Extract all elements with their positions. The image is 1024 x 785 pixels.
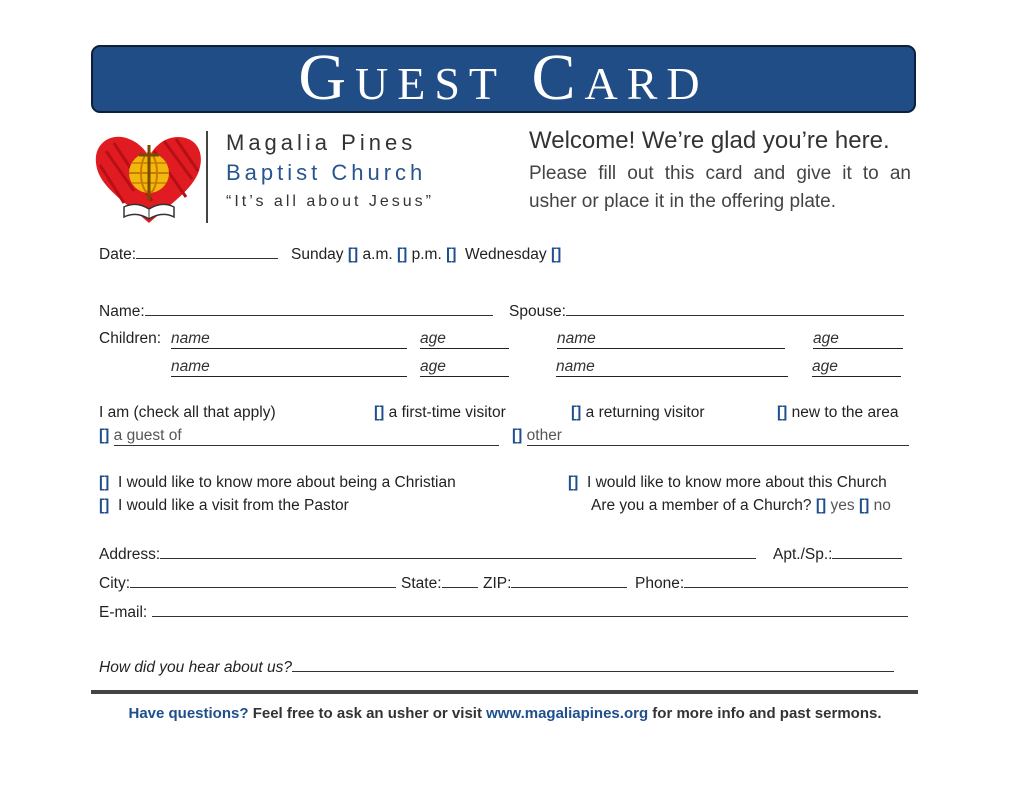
yes-label: yes (830, 497, 855, 514)
spouse-label: Spouse: (509, 303, 566, 320)
child-row-4 (556, 358, 788, 377)
church-info-checkbox[interactable]: [] (568, 474, 579, 491)
zip-label: ZIP: (483, 575, 512, 592)
child-name-field[interactable]: name (171, 330, 407, 349)
guest-of-checkbox[interactable]: [] (99, 427, 110, 444)
other-option (512, 427, 909, 446)
christian-label: I would like to know more about being a Christian (117, 474, 456, 491)
state-label: State: (401, 575, 442, 592)
phone-field[interactable] (684, 573, 908, 588)
child-name-field[interactable]: name (556, 358, 788, 377)
child-age-field[interactable]: age (813, 330, 903, 349)
first-time-option (374, 404, 506, 422)
state-row (401, 573, 478, 593)
wednesday-checkbox[interactable]: [] (550, 246, 562, 263)
returning-label: a returning visitor (585, 404, 705, 421)
city-label: City: (99, 575, 130, 592)
first-time-checkbox[interactable]: [] (374, 404, 385, 421)
email-field[interactable] (152, 602, 908, 617)
divider-line (206, 131, 208, 223)
address-row (99, 544, 756, 564)
guest-of-field[interactable] (114, 427, 499, 446)
apt-field[interactable] (832, 544, 902, 559)
sunday-am-checkbox[interactable]: [] (347, 246, 359, 263)
spouse-field[interactable] (566, 301, 904, 316)
child-age-field[interactable]: age (812, 358, 901, 377)
spouse-row (509, 301, 904, 321)
date-row (99, 244, 561, 264)
child-row-3 (171, 358, 407, 377)
sunday-label: Sunday (290, 246, 344, 263)
address-field[interactable] (160, 544, 756, 559)
pm-checkbox[interactable]: [] (446, 246, 457, 263)
children-label: Children: (99, 330, 162, 347)
footer-separator (91, 690, 918, 694)
email-row (99, 602, 908, 622)
guest-of-label: a guest of (113, 427, 182, 444)
pastor-visit-checkbox[interactable]: [] (99, 497, 110, 514)
state-field[interactable] (442, 573, 478, 588)
phone-row (635, 573, 908, 593)
iam-label: I am (check all that apply) (99, 404, 276, 421)
church-name-line2: Baptist Church (226, 160, 427, 185)
pastor-visit-label: I would like a visit from the Pastor (117, 497, 349, 514)
guest-card-banner (91, 41, 916, 114)
name-field[interactable] (145, 301, 493, 316)
church-info-option (568, 474, 887, 492)
church-tagline: “It’s all about Jesus” (226, 193, 434, 210)
child-age-4 (812, 358, 901, 377)
heard-row (99, 657, 894, 677)
member-question-row (591, 497, 891, 515)
city-row (99, 573, 396, 593)
church-name-line1: Magalia Pines (226, 130, 417, 155)
member-question: Are you a member of a Church? (591, 497, 812, 514)
welcome-instructions: Please fill out this card and give it to an usher or place it in the offering plate. (529, 163, 911, 212)
guest-of-option (99, 427, 499, 446)
new-area-label: new to the area (791, 404, 899, 421)
returning-checkbox[interactable]: [] (571, 404, 582, 421)
new-area-checkbox[interactable]: [] (777, 404, 788, 421)
footer-text-2: for more info and past sermons. (652, 705, 882, 722)
phone-label: Phone: (635, 575, 685, 592)
no-label: no (873, 497, 891, 514)
child-age-field[interactable]: age (420, 358, 509, 377)
church-info-label: I would like to know more about this Church (586, 474, 887, 491)
am-label: a.m. (362, 246, 393, 263)
footer-text-1: Feel free to ask an usher or visit (252, 705, 482, 722)
city-field[interactable] (130, 573, 396, 588)
heard-label: How did you hear about us? (99, 659, 293, 676)
date-field[interactable] (136, 244, 278, 259)
member-no-checkbox[interactable]: [] (858, 497, 870, 514)
other-field[interactable] (527, 427, 909, 446)
name-row (99, 301, 493, 321)
returning-option (571, 404, 705, 422)
christian-option (99, 474, 456, 492)
child-age-2 (813, 330, 903, 349)
website-link[interactable]: www.magaliapines.org (486, 705, 649, 722)
member-yes-checkbox[interactable]: [] (815, 497, 827, 514)
pm-label: p.m. (411, 246, 442, 263)
child-age-1 (420, 330, 509, 349)
apt-label: Apt./Sp.: (773, 546, 833, 563)
zip-row (483, 573, 627, 593)
child-name-field[interactable]: name (557, 330, 785, 349)
heard-field[interactable] (292, 657, 894, 672)
footer-questions: Have questions? (128, 705, 249, 722)
child-age-3 (420, 358, 509, 377)
first-time-label: a first-time visitor (388, 404, 506, 421)
date-label: Date: (99, 246, 137, 263)
welcome-heading: Welcome! We’re glad you’re here. (529, 127, 890, 154)
other-label: other (526, 427, 562, 444)
card-title: Guest Card (298, 41, 709, 114)
address-label: Address: (99, 546, 161, 563)
zip-field[interactable] (511, 573, 627, 588)
child-age-field[interactable]: age (420, 330, 509, 349)
apt-row (773, 544, 902, 564)
name-label: Name: (99, 303, 145, 320)
sunday-pm-checkbox[interactable]: [] (396, 246, 408, 263)
pastor-visit-option (99, 497, 349, 515)
child-row-2 (557, 330, 785, 349)
new-area-option (777, 404, 899, 422)
footer (0, 705, 1010, 722)
wednesday-label: Wednesday (465, 246, 547, 263)
email-label: E-mail: (99, 604, 148, 621)
child-row-1 (171, 330, 407, 349)
other-checkbox[interactable]: [] (512, 427, 523, 444)
child-name-field[interactable]: name (171, 358, 407, 377)
heart-globe-bible-logo (94, 131, 204, 227)
christian-checkbox[interactable]: [] (99, 474, 110, 491)
